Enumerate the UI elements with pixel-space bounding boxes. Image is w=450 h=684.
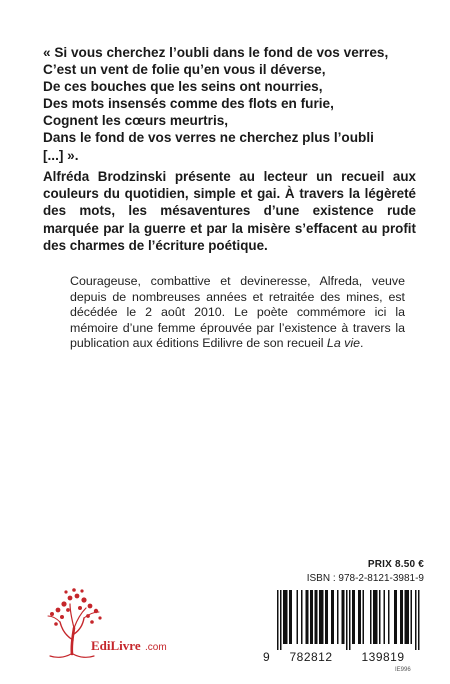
- barcode-digits: [263, 650, 429, 664]
- barcode-bar: [319, 590, 321, 644]
- poem-line-4: Des mots insensés comme des flots en furie,: [43, 96, 334, 112]
- publisher-name: EdiLivre: [91, 638, 141, 653]
- barcode-bar: [354, 590, 356, 644]
- barcode-digits-left: 782812: [289, 650, 333, 664]
- barcode-bar: [322, 590, 324, 644]
- barcode-bar: [310, 590, 312, 644]
- barcode-bar: [396, 590, 398, 644]
- barcode-bar: [343, 590, 345, 644]
- poem-line-3: De ces bouches que les seins ont nourries,: [43, 79, 323, 95]
- barcode-bar: [312, 590, 314, 644]
- barcode-bar: [373, 590, 375, 644]
- barcode-bar: [306, 590, 308, 644]
- barcode-bar: [342, 590, 344, 644]
- barcode-bar: [286, 590, 288, 644]
- barcode-bar: [358, 590, 360, 644]
- barcode-bar: [289, 590, 291, 644]
- barcode-bar: [327, 590, 329, 644]
- barcode-bar: [333, 590, 335, 644]
- barcode-bar: [325, 590, 327, 644]
- barcode-digit-first: 9: [263, 650, 271, 664]
- barcode-bar: [307, 590, 309, 644]
- barcode-bar: [408, 590, 410, 644]
- barcode-bar: [379, 590, 381, 644]
- barcode-bar: [277, 590, 279, 650]
- barcode-bar: [405, 590, 407, 644]
- barcode-bar: [406, 590, 408, 644]
- poem-excerpt: [43, 44, 423, 164]
- barcode-bar: [394, 590, 396, 644]
- barcode-bar: [321, 590, 323, 644]
- edilivre-logo: [44, 580, 174, 662]
- barcode-bar: [316, 590, 318, 644]
- poem-line-1: « Si vous cherchez l’oubli dans le fond de vos verres,: [43, 45, 389, 60]
- publisher-domain: .com: [145, 642, 167, 653]
- barcode-bar: [352, 590, 354, 644]
- barcode-bar: [411, 590, 413, 644]
- isbn-label: ISBN : 978-2-8121-3981-9: [306, 573, 424, 584]
- poem-line-6: Dans le fond de vos verres ne cherchez plus l’oubli: [43, 130, 374, 146]
- barcode-bar: [415, 590, 417, 650]
- author-bio: [70, 274, 405, 352]
- barcode: [267, 590, 429, 650]
- barcode-bar: [360, 590, 362, 644]
- poem-line-7: [...] ».: [43, 147, 79, 163]
- barcode-bar: [280, 590, 282, 650]
- price-label: PRIX 8.50 €: [367, 559, 424, 570]
- barcode-bar: [418, 590, 420, 650]
- barcode-bar: [370, 590, 372, 644]
- poem-line-5: Cognent les cœurs meurtris,: [43, 113, 229, 129]
- printer-code: IE996: [395, 667, 411, 673]
- barcode-bar: [375, 590, 377, 644]
- barcode-bar: [388, 590, 390, 644]
- barcode-bar: [291, 590, 293, 644]
- barcode-bar: [301, 590, 303, 644]
- barcode-bar: [376, 590, 378, 644]
- barcode-digits-right: 139819: [361, 650, 405, 664]
- barcode-bar: [400, 590, 402, 644]
- barcode-bar: [297, 590, 299, 644]
- barcode-bar: [384, 590, 386, 644]
- poem-line-2: C’est un vent de folie qu’en vous il déverse,: [43, 62, 326, 78]
- author-bio-text: Courageuse, combattive et devineresse, Alfreda, veuve depuis de nombreuses années et retraitée des mines, est décédée le 2 août 2010. Le poète commémore ici la mémoire d’une femme éprouvée par l’existence à travers la publication aux éditions Edilivre de son recueil: [70, 274, 405, 351]
- barcode-bar: [285, 590, 287, 644]
- book-blurb: Alfréda Brodzinski présente au lecteur un recueil aux couleurs du quotidien, simple et gai. À travers la légèreté des mots, les mésaventures d’une existence rude marquée par la guerre et par la misère s’effacent au profit des charmes de l’écriture poétique.: [43, 169, 416, 253]
- barcode-bar: [283, 590, 285, 644]
- author-bio-end: .: [360, 336, 364, 351]
- barcode-bar: [363, 590, 365, 644]
- barcode-bar: [402, 590, 404, 644]
- barcode-bar: [346, 590, 348, 650]
- barcode-bar: [337, 590, 339, 644]
- barcode-bar: [315, 590, 317, 644]
- barcode-bar: [349, 590, 351, 650]
- barcode-bar: [331, 590, 333, 644]
- book-title: La vie: [326, 336, 360, 351]
